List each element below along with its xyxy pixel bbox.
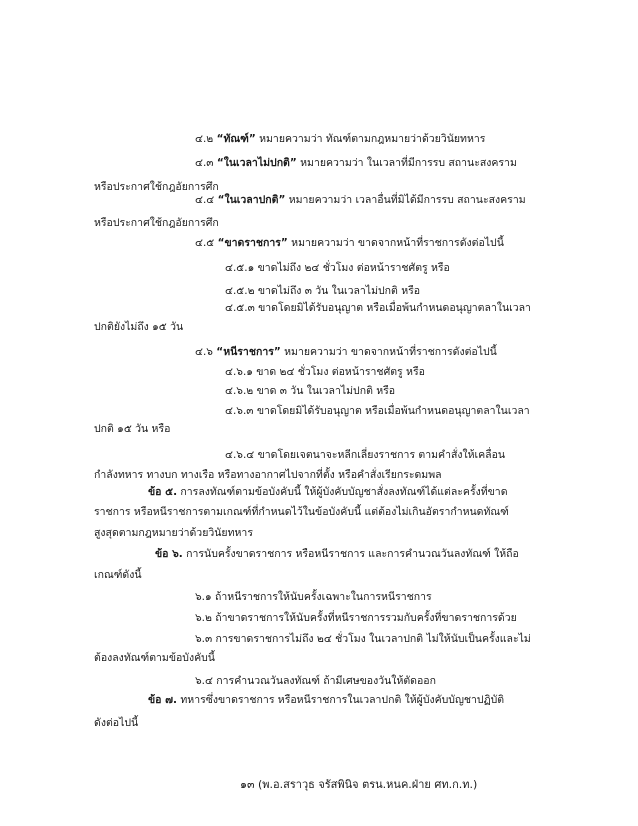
defined-term: “ทัณฑ์” bbox=[216, 133, 256, 145]
clause-5-line-2: ราชการ หรือหนีราชการตามเกณฑ์ที่กำหนดไว้ในข้อบังคับนี้ แต่ต้องไม่เกินอัตรากำหนดทัณฑ์ bbox=[94, 506, 509, 518]
clause-5-line-3: สูงสุดตามกฎหมายว่าด้วยวินัยทหาร bbox=[94, 527, 253, 539]
section-4-5 bbox=[195, 236, 504, 250]
clause-6-3 bbox=[195, 632, 531, 646]
clause-5 bbox=[148, 485, 508, 499]
section-number: ๔.๒ bbox=[195, 133, 214, 145]
item-text: ขาดโดยมิได้รับอนุญาต หรือเมื่อพ้นกำหนดอนุญาตลาในเวลา bbox=[256, 405, 530, 417]
defined-term: “ขาดราชการ” bbox=[217, 237, 288, 249]
clause-7-line-2: ดังต่อไปนี้ bbox=[94, 717, 139, 729]
section-4-6-3 bbox=[225, 404, 530, 418]
section-4-2 bbox=[195, 132, 485, 146]
clause-text: การนับครั้งขาดราชการ หรือหนีราชการ และการคำนวณวันลงทัณฑ์ ให้ถือ bbox=[186, 548, 519, 560]
item-number: ๔.๖.๔ bbox=[225, 449, 255, 461]
section-4-6-4-continuation: กำลังทหาร ทางบก ทางเรือ หรือทางอากาศไปจากที่ตั้ง หรือคำสั่งเรียกระดมพล bbox=[94, 469, 442, 481]
clause-6-1 bbox=[195, 590, 432, 604]
clause-6-line-2: เกณฑ์ดังนี้ bbox=[94, 569, 142, 581]
item-text: การคำนวณวันลงทัณฑ์ ถ้ามีเศษของวันให้ตัดออก bbox=[216, 675, 436, 687]
item-text: ขาด ๓ วัน ในเวลาไม่ปกติ หรือ bbox=[256, 385, 396, 397]
section-4-6-1 bbox=[225, 365, 425, 379]
definition-text: หมายความว่า เวลาอื่นที่มิได้มีการรบ สถานะสงคราม bbox=[288, 194, 526, 206]
clause-6-2 bbox=[195, 611, 517, 625]
clause-6 bbox=[155, 547, 519, 561]
definition-text: หมายความว่า ทัณฑ์ตามกฎหมายว่าด้วยวินัยทหาร bbox=[259, 133, 486, 145]
section-4-6 bbox=[195, 345, 497, 359]
defined-term: “ในเวลาปกติ” bbox=[217, 194, 286, 206]
item-number: ๔.๖.๑ bbox=[225, 366, 253, 378]
section-4-3 bbox=[195, 156, 517, 170]
item-text: ถ้าหนีราชการให้นับครั้งเฉพาะในการหนีราชการ bbox=[215, 591, 432, 603]
section-4-5-continuation: ปกติยังไม่ถึง ๑๕ วัน bbox=[94, 321, 184, 333]
item-number: ๖.๓ bbox=[195, 633, 213, 645]
clause-6-3-continuation: ต้องลงทัณฑ์ตามข้อบังคับนี้ bbox=[94, 652, 215, 664]
section-4-6-continuation: ปกติ ๑๕ วัน หรือ bbox=[94, 423, 171, 435]
item-number: ๔.๕.๑ bbox=[225, 262, 255, 274]
item-text: ขาดไม่ถึง ๓ วัน ในเวลาไม่ปกติ หรือ bbox=[257, 285, 421, 297]
item-number: ๔.๕.๓ bbox=[225, 302, 255, 314]
page-footer: ๑๓ (พ.อ.สราวุธ จรัสพินิจ ตรน.หนค.ฝ่าย ศท.ก.ท.) bbox=[240, 778, 478, 791]
clause-label: ข้อ ๕. bbox=[148, 486, 178, 498]
item-text: ขาด ๒๔ ชั่วโมง ต่อหน้าราชศัตรู หรือ bbox=[256, 366, 425, 378]
section-number: ๔.๔ bbox=[195, 194, 215, 206]
clause-7 bbox=[148, 693, 504, 707]
clause-6-4 bbox=[195, 674, 436, 688]
section-4-5-1 bbox=[225, 261, 450, 275]
item-number: ๔.๕.๒ bbox=[225, 285, 255, 297]
item-number: ๖.๔ bbox=[195, 675, 213, 687]
item-text: ขาดไม่ถึง ๒๔ ชั่วโมง ต่อหน้าราชศัตรู หรือ bbox=[257, 262, 450, 274]
item-text: การขาดราชการไม่ถึง ๒๔ ชั่วโมง ในเวลาปกติ ไม่ให้นับเป็นครั้งและไม่ bbox=[215, 633, 531, 645]
section-number: ๔.๕ bbox=[195, 237, 215, 249]
section-4-3-continuation: หรือประกาศใช้กฎอัยการศึก bbox=[94, 181, 219, 193]
item-text: ขาดโดยมิได้รับอนุญาต หรือเมื่อพ้นกำหนดอนุญาตลาในเวลา bbox=[258, 302, 531, 314]
item-text: ถ้าขาดราชการให้นับครั้งที่หนีราชการรวมกับครั้งที่ขาดราชการด้วย bbox=[215, 612, 517, 624]
defined-term: “หนีราชการ” bbox=[216, 346, 281, 358]
definition-text: หมายความว่า ขาดจากหน้าที่ราชการดังต่อไปนี้ bbox=[284, 346, 497, 358]
definition-text: หมายความว่า ขาดจากหน้าที่ราชการดังต่อไปนี้ bbox=[291, 237, 504, 249]
item-number: ๖.๑ bbox=[195, 591, 212, 603]
section-4-4 bbox=[195, 193, 526, 207]
section-4-6-4 bbox=[225, 448, 505, 462]
item-number: ๔.๖.๒ bbox=[225, 385, 254, 397]
section-number: ๔.๓ bbox=[195, 157, 214, 169]
clause-text: การลงทัณฑ์ตามข้อบังคับนี้ ให้ผู้บังคับบัญชาสั่งลงทัณฑ์ได้แต่ละครั้งที่ขาด bbox=[180, 486, 508, 498]
clause-label: ข้อ ๗. bbox=[148, 694, 178, 706]
section-number: ๔.๖ bbox=[195, 346, 213, 358]
section-4-4-continuation: หรือประกาศใช้กฎอัยการศึก bbox=[94, 217, 219, 229]
definition-text: หมายความว่า ในเวลาที่มีการรบ สถานะสงคราม bbox=[300, 157, 517, 169]
clause-text: ทหารซึ่งขาดราชการ หรือหนีราชการในเวลาปกติ ให้ผู้บังคับบัญชาปฏิบัติ bbox=[180, 694, 505, 706]
item-number: ๖.๒ bbox=[195, 612, 212, 624]
clause-label: ข้อ ๖. bbox=[155, 548, 183, 560]
section-4-5-3 bbox=[225, 301, 531, 315]
defined-term: “ในเวลาไม่ปกติ” bbox=[216, 157, 297, 169]
item-number: ๔.๖.๓ bbox=[225, 405, 254, 417]
section-4-5-2 bbox=[225, 284, 420, 298]
section-4-6-2 bbox=[225, 384, 395, 398]
item-text: ขาดโดยเจตนาจะหลีกเลี่ยงราชการ ตามคำสั่งให้เคลื่อน bbox=[257, 449, 506, 461]
